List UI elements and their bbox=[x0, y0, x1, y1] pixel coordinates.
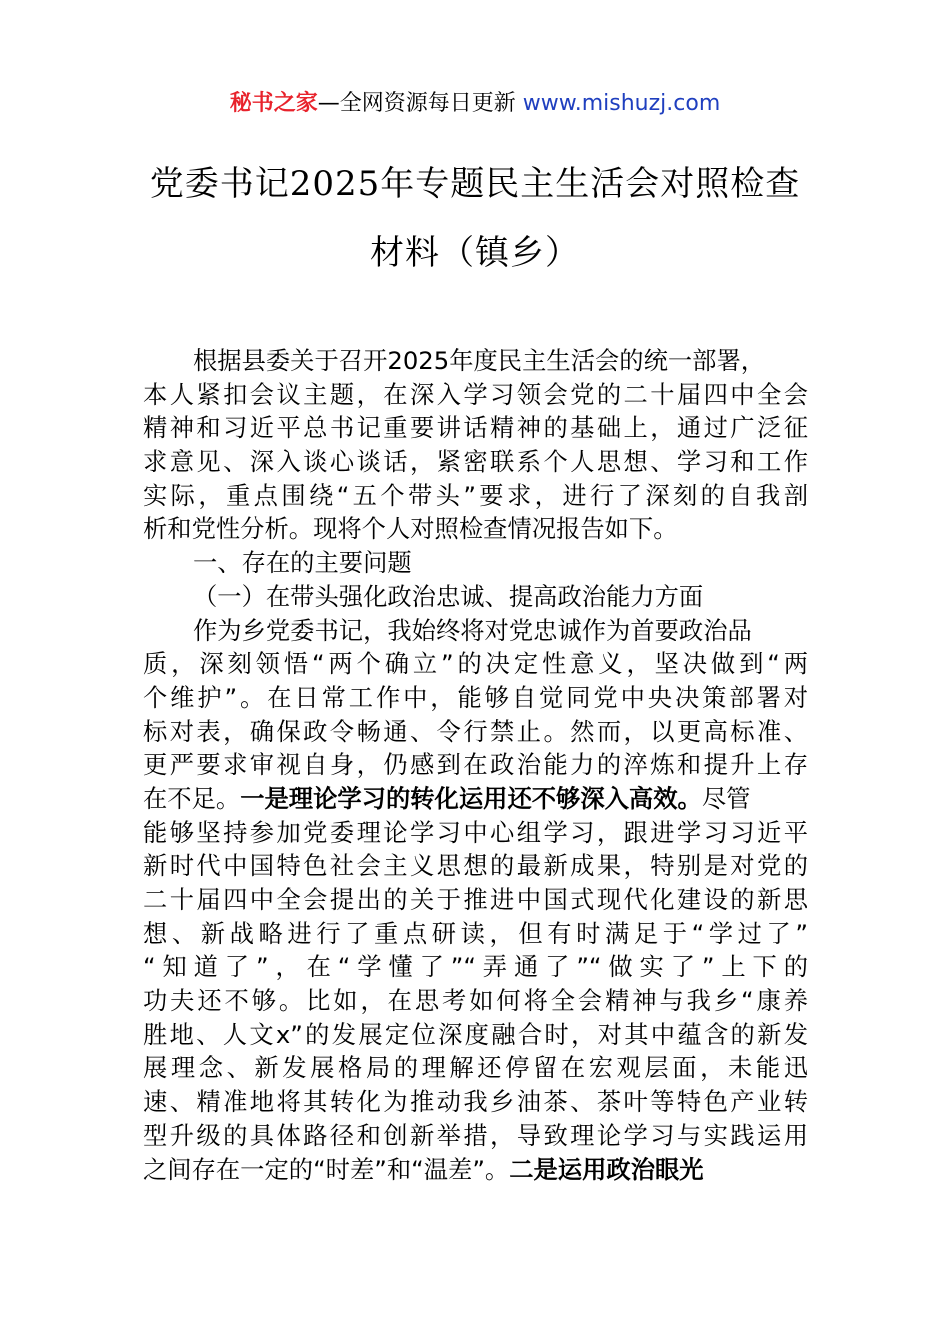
paragraph-line: 展理念、新发展格局的理解还停留在宏观层面，未能迅 bbox=[143, 1053, 808, 1083]
site-name: 秘书之家 bbox=[229, 91, 318, 116]
paragraph-line: 能够坚持参加党委理论学习中心组学习，跟进学习习近平 bbox=[143, 817, 808, 847]
text-run: 在不足。 bbox=[143, 783, 241, 813]
paragraph-line: 作为乡党委书记，我始终将对党忠诚作为首要政治品 bbox=[193, 615, 752, 645]
paragraph-line: 功夫还不够。比如，在思考如何将全会精神与我乡“康养 bbox=[143, 986, 808, 1016]
paragraph-line: 胜地、人文x”的发展定位深度融合时，对其中蕴含的新发 bbox=[143, 1019, 808, 1049]
text-run: 之间存在一定的“时差”和“温差”。 bbox=[143, 1154, 510, 1184]
site-url-link[interactable]: www.mishuzj.com bbox=[522, 91, 721, 116]
document-title-line-1: 党委书记2025年专题民主生活会对照检查 bbox=[149, 164, 801, 204]
paragraph-line-mixed bbox=[143, 1153, 808, 1187]
paragraph-line: 速、精准地将其转化为推动我乡油茶、茶叶等特色产业转 bbox=[143, 1087, 808, 1117]
paragraph-line: 实际，重点围绕“五个带头”要求，进行了深刻的自我剖 bbox=[143, 480, 808, 510]
section-heading: 一、存在的主要问题 bbox=[193, 548, 412, 578]
paragraph-line-mixed bbox=[143, 782, 808, 816]
header-tagline: —全网资源每日更新 bbox=[317, 91, 523, 116]
paragraph-line: 新时代中国特色社会主义思想的最新成果，特别是对党的 bbox=[143, 851, 808, 881]
paragraph-line: “知道了”，在“学懂了”“弄通了”“做实了”上下的 bbox=[143, 952, 808, 982]
paragraph-line: 想、新战略进行了重点研读，但有时满足于“学过了” bbox=[143, 918, 808, 948]
paragraph-line: 二十届四中全会提出的关于推进中国式现代化建设的新思 bbox=[143, 885, 808, 914]
document-body bbox=[143, 344, 808, 1186]
paragraph-line: 析和党性分析。现将个人对照检查情况报告如下。 bbox=[143, 514, 678, 544]
text-run: 尽管 bbox=[701, 783, 751, 813]
paragraph-line: 个维护”。在日常工作中，能够自觉同党中央决策部署对 bbox=[143, 682, 808, 712]
document-title-line-2: 材料（镇乡） bbox=[370, 233, 580, 273]
paragraph-line: 更严要求审视自身，仍感到在政治能力的淬炼和提升上存 bbox=[143, 750, 808, 780]
subsection-heading: （一）在带头强化政治忠诚、提高政治能力方面 bbox=[193, 581, 704, 611]
paragraph-line: 精神和习近平总书记重要讲话精神的基础上，通过广泛征 bbox=[143, 413, 808, 443]
paragraph-line: 根据县委关于召开2025年度民主生活会的统一部署， bbox=[193, 346, 766, 375]
paragraph-line: 本人紧扣会议主题，在深入学习领会党的二十届四中全会 bbox=[143, 379, 808, 409]
paragraph-line: 型升级的具体路径和创新举措，导致理论学习与实践运用 bbox=[143, 1120, 808, 1150]
bold-point-one: 一是理论学习的转化运用还不够深入高效。 bbox=[240, 783, 702, 813]
site-header bbox=[0, 88, 950, 120]
bold-point-two: 二是运用政治眼光 bbox=[509, 1154, 704, 1184]
paragraph-line: 标对表，确保政令畅通、令行禁止。然而，以更高标准、 bbox=[143, 716, 808, 746]
paragraph-line: 求意见、深入谈心谈话，紧密联系个人思想、学习和工作 bbox=[143, 447, 808, 477]
paragraph-line: 质，深刻领悟“两个确立”的决定性意义，坚决做到“两 bbox=[143, 649, 808, 679]
